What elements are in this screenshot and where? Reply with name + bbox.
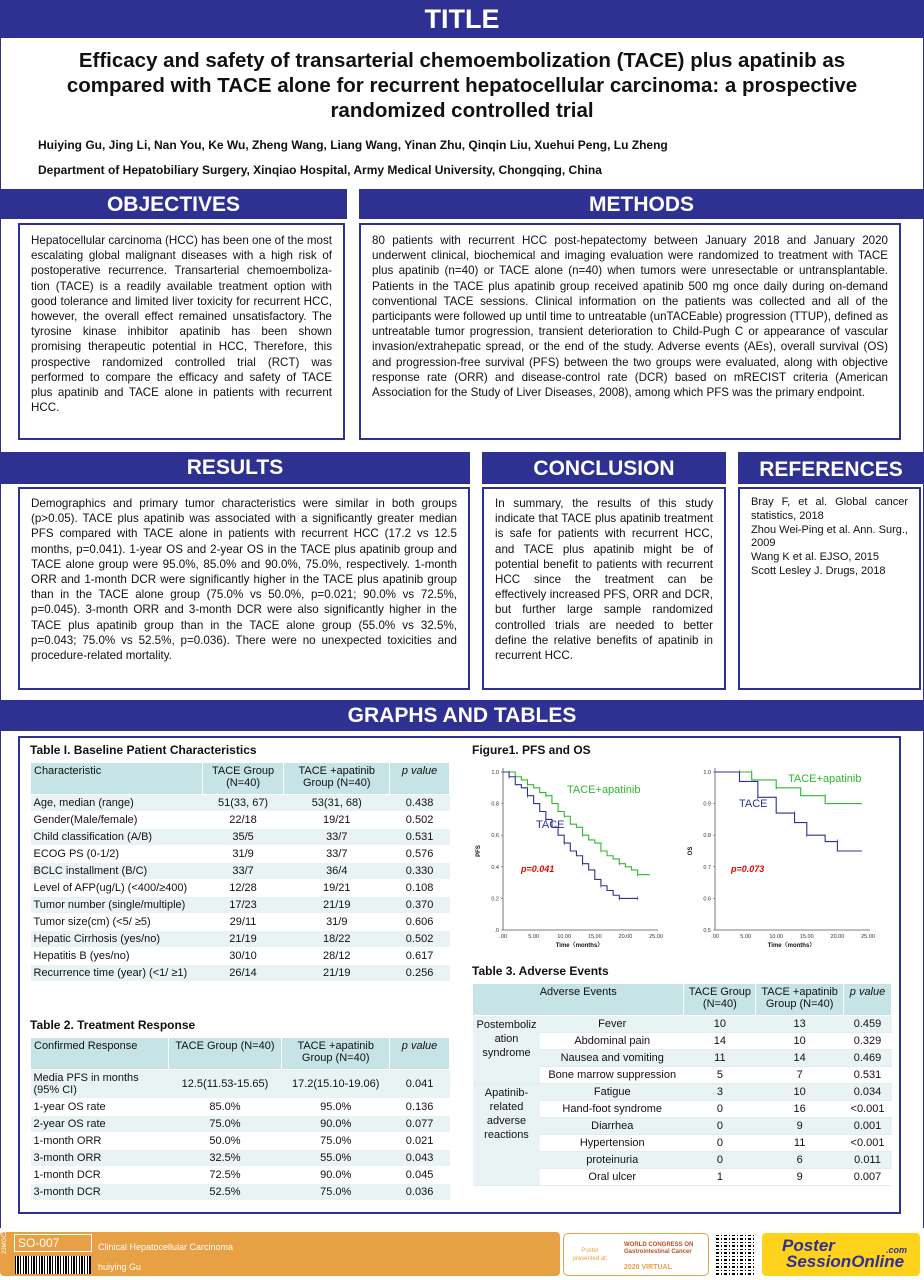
title-line-3: randomized controlled trial — [330, 99, 594, 122]
table3-cell: Fatigue — [540, 1084, 684, 1101]
y-tick-label: 0.7 — [703, 864, 711, 871]
y-tick-label: 1.0 — [703, 770, 711, 776]
table1-row-cell: 53(31, 68) — [284, 795, 390, 812]
presented-at: Poster presented at: — [572, 1248, 608, 1262]
table2-row-cell: 75.0% — [282, 1133, 390, 1150]
table1-row-cell: 17/23 — [202, 897, 284, 914]
table1-row-cell: BCLC installment (B/C) — [31, 863, 203, 880]
reference-item: Scott Lesley J. Drugs, 2018 — [751, 564, 886, 577]
table2-row-cell: 0.041 — [390, 1070, 450, 1099]
table1-row — [31, 948, 450, 965]
table3-cell: 0 — [684, 1152, 756, 1169]
table2-row — [31, 1184, 450, 1201]
table1-row-cell: 0.330 — [390, 863, 450, 880]
x-tick-label: .00 — [499, 934, 507, 940]
table3-cell: 0.459 — [844, 1016, 892, 1033]
table3-cell: Fever — [540, 1016, 684, 1033]
series-label: TACE — [536, 819, 565, 831]
reference-item: Zhou Wei-Ping et al. Ann. Surg., 2009 — [751, 523, 908, 550]
table2-row-cell: 12.5(11.53-15.65) — [168, 1070, 282, 1099]
table1-row-cell: 22/18 — [202, 812, 284, 829]
table1-header: TACE Group (N=40) — [202, 763, 284, 795]
table1-row-cell: Hepatic Cirrhosis (yes/no) — [31, 931, 203, 948]
y-tick-label: 0.4 — [491, 864, 499, 871]
table1-row-cell: 0.256 — [390, 965, 450, 982]
table1-row-cell: Child classification (A/B) — [31, 829, 203, 846]
table3-cell: 16 — [756, 1101, 844, 1118]
table3-cell: <0.001 — [844, 1135, 892, 1152]
table3-cell: 5 — [684, 1067, 756, 1084]
table2-title: Table 2. Treatment Response — [30, 1018, 196, 1032]
table3-cell: 11 — [684, 1050, 756, 1067]
table1-row-cell: 12/28 — [202, 880, 284, 897]
table1-row-cell: 33/7 — [284, 846, 390, 863]
table3-cell: 10 — [756, 1033, 844, 1050]
table2-row-cell: 90.0% — [282, 1167, 390, 1184]
table1-row-cell: 0.370 — [390, 897, 450, 914]
x-tick-label: 25.00 — [649, 934, 663, 940]
table1-row-cell: 18/22 — [284, 931, 390, 948]
table2-row — [31, 1150, 450, 1167]
table1-row-cell: 19/21 — [284, 880, 390, 897]
table1-row — [31, 795, 450, 812]
table3-header: TACE Group (N=40) — [684, 984, 756, 1016]
table2-row — [31, 1133, 450, 1150]
methods-heading: METHODS — [359, 189, 924, 219]
table3-cell: Nausea and vomiting — [540, 1050, 684, 1067]
x-tick-label: 5.00 — [528, 934, 539, 940]
table1-row — [31, 846, 450, 863]
table3-cell: 0.329 — [844, 1033, 892, 1050]
x-tick-label: 10.00 — [769, 934, 784, 940]
x-tick-label: 15.00 — [587, 934, 602, 940]
table3-cell: 10 — [756, 1084, 844, 1101]
table1-row-cell: 28/12 — [284, 948, 390, 965]
methods-text: 80 patients with recurrent HCC post-hepatectomy between January 2018 and January 2020 underwent clinical, biochemical and imaging evaluation were randomized to treatment with TACE plus apatinib (n=40) or TACE alone (n=40) when tumors were unresectable or untransplantable. Patients in the TACE plus apatinib group received apatinib 500 mg once daily during on-demand conventional TACE sessions. Clinical information on the patients was collected and all of the participants were followed up until time to untreatable (unTACEable) progression (TTUP), defined as untreatable tumor progression, transient deterioration to Child-Pugh C or appearance of vascular invasion/extrahepatic spread, or the end of the study. Adverse events (AEs), overall survival (OS) and progression-free survival (PFS) between the two groups were evaluated, along with objective response rate (ORR) and disease-control rate (DCR) based on mRECIST criteria (American Association for the Study of Liver Diseases, 2008), among which PFS was the primary endpoint. — [372, 234, 888, 400]
table1-title: Table I. Baseline Patient Characteristics — [30, 743, 257, 757]
table3-cell: Hypertension — [540, 1135, 684, 1152]
methods-box — [359, 223, 901, 440]
table1-row-cell: Level of AFP(ug/L) (<400/≥400) — [31, 880, 203, 897]
table2-row — [31, 1116, 450, 1133]
table2 — [30, 1018, 450, 1201]
table2-row-cell: 0.136 — [390, 1099, 450, 1116]
table2-row-cell: 0.036 — [390, 1184, 450, 1201]
table1-header: Characteristic — [31, 763, 203, 795]
table3-group-label: Postemboliz ation syndrome — [473, 1016, 541, 1084]
table2-row-cell: 3-month DCR — [31, 1184, 169, 1201]
table3-cell: 11 — [756, 1135, 844, 1152]
series-label: TACE+apatinib — [788, 773, 862, 785]
table3-cell: 0.007 — [844, 1169, 892, 1186]
table1-row-cell: Age, median (range) — [31, 795, 203, 812]
table3-cell: 0.531 — [844, 1067, 892, 1084]
x-axis-label: Time（months） — [555, 943, 604, 949]
table3-cell: proteinuria — [540, 1152, 684, 1169]
objectives-box — [18, 223, 345, 440]
table2-row-cell: 2-year OS rate — [31, 1116, 169, 1133]
table3-cell: Hand-foot syndrome — [540, 1101, 684, 1118]
table3-cell: 3 — [684, 1084, 756, 1101]
table2-row-cell: 75.0% — [168, 1116, 282, 1133]
footer-side-label: 23MGC2C — [2, 1225, 8, 1254]
table2-row-cell: 90.0% — [282, 1116, 390, 1133]
reference-item: Bray F, et al. Global cancer statistics, 2018 — [751, 496, 908, 522]
x-axis-label: Time（months） — [767, 943, 816, 949]
objectives-text: Hepatocellular carcinoma (HCC) has been one of the most escalating global malignant diseases with a high risk of postoperative recurrence. Transarterial chemoemboliza-tion (TACE) is a readily available treatment option with good tolerance and limited liver toxicity for recurrent HCC, however, the overall effect remained unsatisfactory. The tyrosine kinase inhibitor apatinib has been shown promising therapeutic potential in HCC, Therefore, this prospective randomized controlled trial (RCT) was performed to compare the efficacy and safety of TACE plus apatinib and TACE alone in patients with recurrent HCC. — [31, 234, 332, 415]
y-tick-label: 0.6 — [703, 896, 711, 903]
table3-cell: 0.034 — [844, 1084, 892, 1101]
table2-row-cell: 1-month ORR — [31, 1133, 169, 1150]
table3-group-label: Apatinib-related adverse reactions — [473, 1084, 541, 1186]
table1-row-cell: 21/19 — [284, 897, 390, 914]
reference-item: Wang K et al. EJSO, 2015 — [751, 551, 879, 564]
table2-row — [31, 1070, 450, 1099]
table2-row — [31, 1099, 450, 1116]
table3-cell: Abdominal pain — [540, 1033, 684, 1050]
footer-category: Clinical Hepatocellular Carcinoma — [98, 1242, 234, 1252]
x-tick-label: 5.00 — [740, 934, 751, 940]
table2-row-cell: 32.5% — [168, 1150, 282, 1167]
x-tick-label: .00 — [711, 934, 719, 940]
table3-cell: 6 — [756, 1152, 844, 1169]
congress-year: 2020 VIRTUAL — [624, 1264, 672, 1271]
table2-row-cell: 0.021 — [390, 1133, 450, 1150]
table2-row-cell: 1-month DCR — [31, 1167, 169, 1184]
objectives-heading: OBJECTIVES — [0, 189, 347, 219]
figure-title: Figure1. PFS and OS — [472, 743, 591, 757]
table2-row-cell: 0.043 — [390, 1150, 450, 1167]
table3-cell: 0 — [684, 1101, 756, 1118]
table1-row-cell: 33/7 — [202, 863, 284, 880]
table1-row-cell: 19/21 — [284, 812, 390, 829]
title-line-1: Efficacy and safety of transarterial chemoembolization (TACE) plus apatinib as — [78, 49, 846, 72]
table3-cell: 9 — [756, 1169, 844, 1186]
table1-row — [31, 880, 450, 897]
poster-session-logo — [762, 1233, 920, 1276]
table2-row-cell: 95.0% — [282, 1099, 390, 1116]
table3-cell: <0.001 — [844, 1101, 892, 1118]
table1-row-cell: 0.576 — [390, 846, 450, 863]
poster-title — [0, 48, 924, 123]
y-tick-label: 0.9 — [703, 801, 711, 808]
results-box — [18, 487, 470, 690]
y-axis-label: OS — [688, 846, 694, 856]
table3-cell: 0.469 — [844, 1050, 892, 1067]
y-tick-label: 0.8 — [703, 833, 711, 840]
references-box — [738, 487, 921, 690]
table3-cell: Oral ulcer — [540, 1169, 684, 1186]
table3-title: Table 3. Adverse Events — [472, 964, 609, 978]
table3-cell: 0 — [684, 1135, 756, 1152]
graphs-heading: GRAPHS AND TABLES — [0, 700, 924, 731]
congress-badge — [563, 1233, 709, 1276]
table2-row-cell: 3-month ORR — [31, 1150, 169, 1167]
table3-row — [473, 1084, 892, 1101]
p-value-annotation: p=0.073 — [731, 864, 765, 874]
table3-cell: 9 — [756, 1118, 844, 1135]
table1-row-cell: 29/11 — [202, 914, 284, 931]
table2-header: TACE +apatinib Group (N=40) — [282, 1038, 390, 1070]
table1-row-cell: Tumor number (single/multiple) — [31, 897, 203, 914]
qr-code-icon — [716, 1235, 756, 1275]
table1-row-cell: 31/9 — [202, 846, 284, 863]
x-tick-label: 15.00 — [799, 934, 814, 940]
table2-header: p value — [390, 1038, 450, 1070]
table2-row-cell: 1-year OS rate — [31, 1099, 169, 1116]
table1-row — [31, 965, 450, 982]
table2-header: Confirmed Response — [31, 1038, 169, 1070]
table1-header: TACE +apatinib Group (N=40) — [284, 763, 390, 795]
table3-cell: 14 — [756, 1050, 844, 1067]
table3-row — [473, 1016, 892, 1033]
y-axis-label: PFS — [476, 845, 482, 857]
x-tick-label: 25.00 — [861, 934, 875, 940]
table1-row-cell: 0.438 — [390, 795, 450, 812]
table1-row — [31, 812, 450, 829]
table3-cell: Diarrhea — [540, 1118, 684, 1135]
congress-name: WORLD CONGRESS ON Gastrointestinal Cancer — [624, 1242, 694, 1255]
table1-row — [31, 914, 450, 931]
logo-sub: SessionOnline — [786, 1252, 905, 1271]
table1-row-cell: Recurrence time (year) (<1/ ≥1) — [31, 965, 203, 982]
table1-row-cell: Gender(Male/female) — [31, 812, 203, 829]
table1-row-cell: 0.531 — [390, 829, 450, 846]
poster-code: SO-007 — [18, 1236, 60, 1250]
table3-cell: 7 — [756, 1067, 844, 1084]
results-text: Demographics and primary tumor characteristics were similar in both groups (p>0.05). TACE plus apatinib was associated with a significantly greater median PFS compared with TACE alone in patients with recurrent HCC (17.2 vs 12.5 months, p=0.041). 1-year OS and 2-year OS in the TACE plus apatinib group and TACE alone group were 95.0%, 85.0% and 90.0%, 75.0%, respectively. 1-month ORR and 1-month DCR were significantly higher in the TACE plus apatinib group than in the TACE alone group (75.0% vs 50.0%, p=0.021; 90.0% vs 72.5%, p=0.045). 3-month ORR and 3-month DCR were also significantly higher in the TACE plus apatinib group than in the TACE alone group (55.0% vs 32.5%, p=0.043; 75.0% vs 52.5%, p=0.036). There were no unexpected toxicities and procedure-related mortality. — [31, 497, 457, 663]
conclusion-text: In summary, the results of this study indicate that TACE plus apatinib treatment is safe for patients with recurrent HCC, and TACE plus apatinib might be of potential benefit to patients with recurrent HCC since the treatment can be effectively increased PFS, ORR and DCR, but further large sample randomized controlled trials are needed to better define the relative benefits of apatinib in recurrent HCC. — [495, 497, 713, 663]
table3-cell: 0.011 — [844, 1152, 892, 1169]
y-tick-label: 1.0 — [491, 770, 499, 776]
table1-row-cell: 0.502 — [390, 812, 450, 829]
table1-row — [31, 897, 450, 914]
table3 — [472, 964, 892, 1186]
logo-main: Poster — [782, 1236, 835, 1255]
table1-row-cell: 51(33, 67) — [202, 795, 284, 812]
conclusion-heading: CONCLUSION — [482, 452, 726, 484]
table3-cell: 10 — [684, 1016, 756, 1033]
table1-row-cell: ECOG PS (0-1/2) — [31, 846, 203, 863]
conclusion-box — [482, 487, 726, 690]
table1-row-cell: 33/7 — [284, 829, 390, 846]
x-tick-label: 10.00 — [557, 934, 572, 940]
logo-com: .com — [886, 1245, 908, 1255]
os-chart — [682, 760, 882, 950]
y-tick-label: .0 — [494, 928, 499, 934]
table1-row-cell: 31/9 — [284, 914, 390, 931]
title-line-2: compared with TACE alone for recurrent hepatocellular carcinoma: a prospective — [66, 74, 858, 97]
y-tick-label: 0.8 — [491, 801, 499, 808]
table1-row-cell: 21/19 — [202, 931, 284, 948]
authors: Huiying Gu, Jing Li, Nan You, Ke Wu, Zheng Wang, Liang Wang, Yinan Zhu, Qinqin Liu, Xuehui Peng, Lu Zheng — [38, 138, 668, 152]
table2-row-cell: 0.077 — [390, 1116, 450, 1133]
table1-row-cell: Hepatitis B (yes/no) — [31, 948, 203, 965]
barcode — [15, 1256, 91, 1274]
pfs-chart — [470, 760, 670, 950]
table1-row-cell: 36/4 — [284, 863, 390, 880]
table2-row-cell: 52.5% — [168, 1184, 282, 1201]
table2-row — [31, 1167, 450, 1184]
table3-cell: 0 — [684, 1118, 756, 1135]
table2-row-cell: 17.2(15.10-19.06) — [282, 1070, 390, 1099]
table3-header: Adverse Events — [473, 984, 684, 1016]
table3-cell: 14 — [684, 1033, 756, 1050]
table2-row-cell: 50.0% — [168, 1133, 282, 1150]
y-tick-label: 0.5 — [703, 928, 711, 934]
affiliation: Department of Hepatobiliary Surgery, Xinqiao Hospital, Army Medical University, Chongqing, China — [38, 163, 602, 177]
table2-row-cell: 0.045 — [390, 1167, 450, 1184]
table1-row-cell: 21/19 — [284, 965, 390, 982]
table1-row-cell: 0.606 — [390, 914, 450, 931]
table2-row-cell: Media PFS in months (95% CI) — [31, 1070, 169, 1099]
table1-row-cell: Tumor size(cm) (<5/ ≥5) — [31, 914, 203, 931]
table1-row — [31, 829, 450, 846]
table1 — [30, 743, 450, 982]
table2-header: TACE Group (N=40) — [168, 1038, 282, 1070]
series-label: TACE — [739, 798, 768, 810]
table3-cell: 0.001 — [844, 1118, 892, 1135]
table2-row-cell: 75.0% — [282, 1184, 390, 1201]
series-label: TACE+apatinib — [567, 784, 641, 796]
title-band: TITLE — [0, 0, 924, 38]
x-tick-label: 20.00 — [618, 934, 633, 940]
table3-cell: 1 — [684, 1169, 756, 1186]
table1-row-cell: 26/14 — [202, 965, 284, 982]
table3-cell: 13 — [756, 1016, 844, 1033]
table1-row-cell: 0.617 — [390, 948, 450, 965]
footer-code-box — [14, 1234, 92, 1252]
results-heading: RESULTS — [0, 452, 470, 484]
table3-header: TACE +apatinib Group (N=40) — [756, 984, 844, 1016]
table1-row — [31, 931, 450, 948]
table3-cell: Bone marrow suppression — [540, 1067, 684, 1084]
table1-row-cell: 30/10 — [202, 948, 284, 965]
table2-row-cell: 85.0% — [168, 1099, 282, 1116]
y-tick-label: 0.2 — [491, 896, 499, 903]
x-tick-label: 20.00 — [830, 934, 845, 940]
table1-header: p value — [390, 763, 450, 795]
table1-row — [31, 863, 450, 880]
y-tick-label: 0.6 — [491, 833, 499, 840]
table3-header: p value — [844, 984, 892, 1016]
references-heading: REFERENCES — [738, 452, 924, 484]
table1-row-cell: 0.502 — [390, 931, 450, 948]
table1-row-cell: 0.108 — [390, 880, 450, 897]
table2-row-cell: 72.5% — [168, 1167, 282, 1184]
p-value-annotation: p=0.041 — [521, 864, 555, 874]
footer-author: huiying Gu — [98, 1262, 142, 1272]
table1-row-cell: 35/5 — [202, 829, 284, 846]
table2-row-cell: 55.0% — [282, 1150, 390, 1167]
